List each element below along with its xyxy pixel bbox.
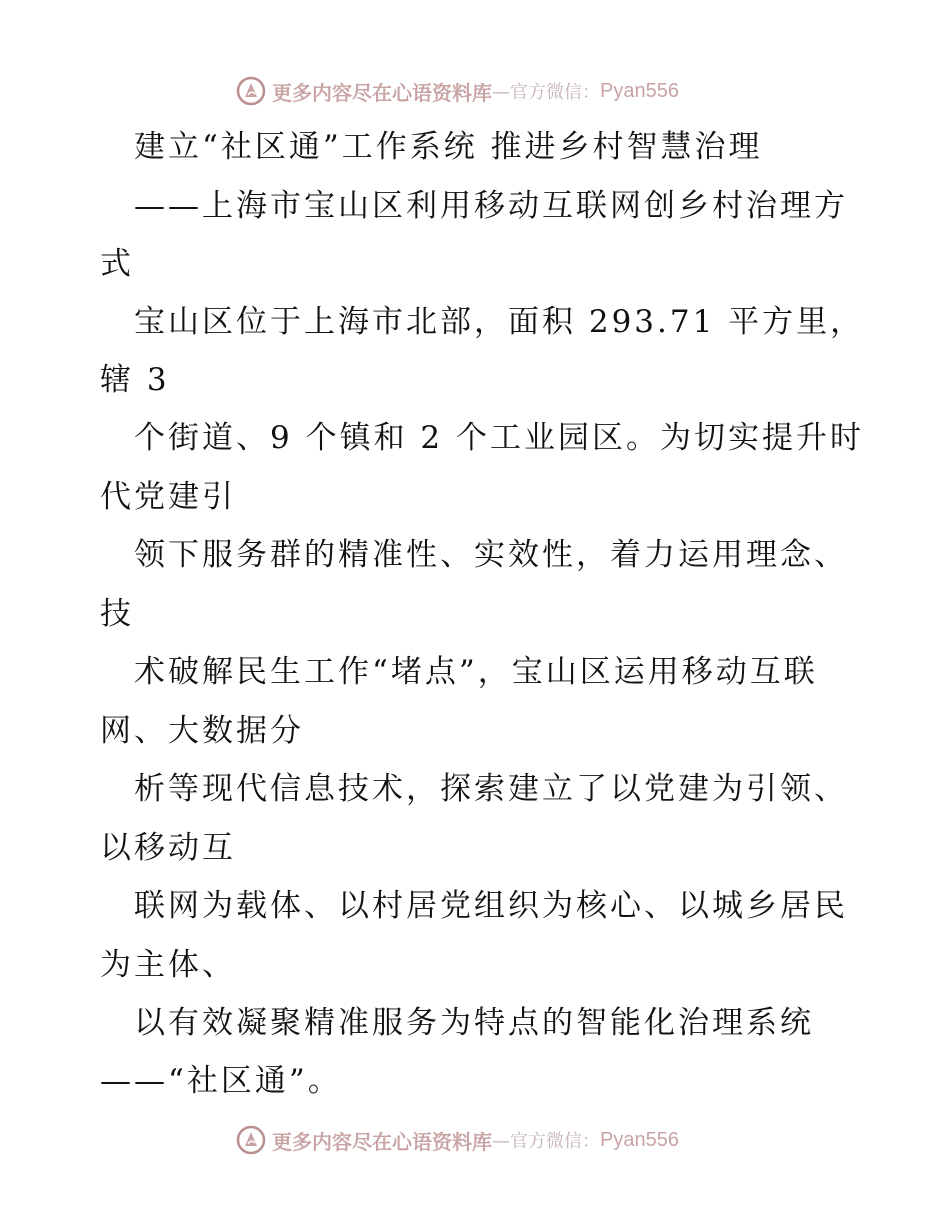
watermark-separator: —官方微信： [492, 1131, 600, 1152]
watermark-footer [236, 1122, 679, 1158]
paragraph-line: 析等现代信息技术，探索建立了以党建为引领、 [134, 771, 848, 807]
paragraph-line: 辖 3 [100, 362, 170, 398]
watermark-separator: —官方微信： [492, 82, 600, 103]
watermark-main-text: 更多内容尽在心语资料库 [272, 80, 492, 105]
paragraph-line: 网、大数据分 [100, 713, 304, 749]
paragraph-line: 代党建引 [100, 479, 236, 515]
paragraph-line: 个街道、9 个镇和 2 个工业园区。为切实提升时 [134, 420, 865, 456]
document-title: 建立“社区通”工作系统 推进乡村智慧治理 [134, 129, 763, 165]
watermark-account-id: Pyan556 [600, 79, 679, 102]
paragraph-line: 术破解民生工作“堵点”，宝山区运用移动互联 [134, 654, 818, 690]
watermark-account-id: Pyan556 [600, 1128, 679, 1151]
paragraph-line: 为主体、 [100, 947, 236, 983]
seal-logo-icon [236, 76, 266, 106]
paragraph-line: 以移动互 [100, 830, 236, 866]
paragraph-line: 以有效凝聚精准服务为特点的智能化治理系统 [134, 1005, 814, 1041]
seal-logo-icon [236, 1125, 266, 1155]
paragraph-line: ——“社区通”。 [100, 1063, 342, 1099]
paragraph-line: 领下服务群的精准性、实效性，着力运用理念、 [134, 537, 848, 573]
paragraph-line: 联网为载体、以村居党组织为核心、以城乡居民 [134, 888, 848, 924]
document-subtitle: ——上海市宝山区利用移动互联网创乡村治理方 [134, 188, 848, 224]
document-subtitle-continuation: 式 [100, 246, 134, 282]
watermark-main-text: 更多内容尽在心语资料库 [272, 1129, 492, 1154]
paragraph-line: 技 [100, 596, 134, 632]
paragraph-line: 宝山区位于上海市北部，面积 293.71 平方里， [134, 304, 865, 340]
watermark-header [236, 73, 679, 109]
